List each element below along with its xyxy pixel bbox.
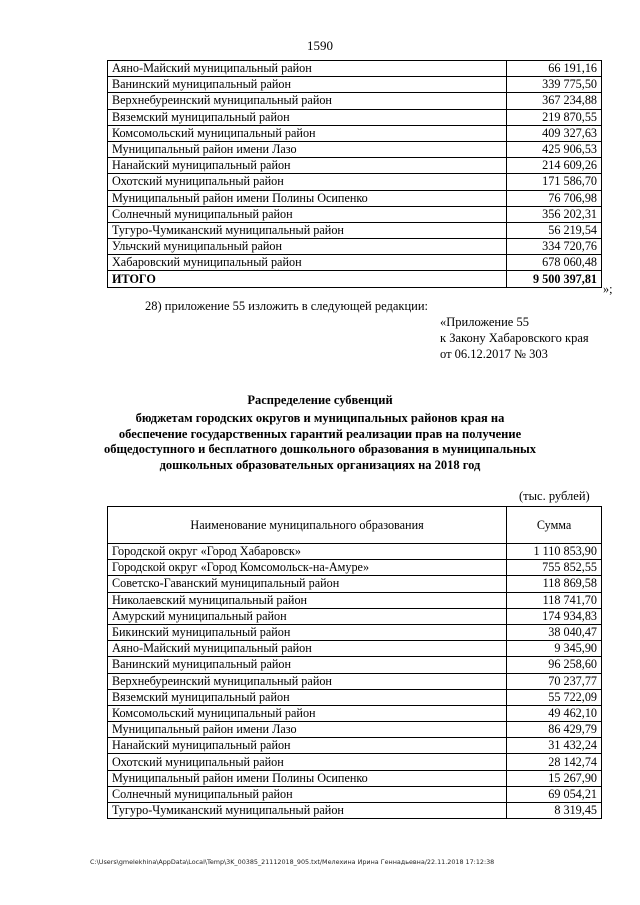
row-value: 334 720,76 bbox=[507, 239, 602, 255]
row-name: Николаевский муниципальный район bbox=[108, 592, 507, 608]
row-value: 55 722,09 bbox=[507, 689, 602, 705]
row-value: 56 219,54 bbox=[507, 222, 602, 238]
row-name: Верхнебуреинский муниципальный район bbox=[108, 673, 507, 689]
row-name: Нанайский муниципальный район bbox=[108, 158, 507, 174]
table-row bbox=[108, 158, 602, 174]
row-name: Ульчский муниципальный район bbox=[108, 239, 507, 255]
table-row bbox=[108, 624, 602, 640]
table-row bbox=[108, 141, 602, 157]
table-row bbox=[108, 608, 602, 624]
row-name: Аяно-Майский муниципальный район bbox=[108, 641, 507, 657]
total-value: 9 500 397,81 bbox=[507, 271, 602, 287]
amendment-text: 28) приложение 55 изложить в следующей редакции: bbox=[145, 299, 428, 313]
row-name: Вяземский муниципальный район bbox=[108, 109, 507, 125]
row-value: 49 462,10 bbox=[507, 705, 602, 721]
row-value: 38 040,47 bbox=[507, 624, 602, 640]
row-name: Комсомольский муниципальный район bbox=[108, 705, 507, 721]
row-value: 339 775,50 bbox=[507, 77, 602, 93]
row-name: Верхнебуреинский муниципальный район bbox=[108, 93, 507, 109]
table-row bbox=[108, 560, 602, 576]
table-row bbox=[108, 190, 602, 206]
row-value: 96 258,60 bbox=[507, 657, 602, 673]
row-name: Комсомольский муниципальный район bbox=[108, 125, 507, 141]
table-row bbox=[108, 641, 602, 657]
table-header-row bbox=[108, 507, 602, 544]
row-value: 118 741,70 bbox=[507, 592, 602, 608]
table-row bbox=[108, 222, 602, 238]
footer-file-path: C:\Users\gmelekhina\AppData\Local\Temp\3K_00385_21112018_905.txt/Мелехина Ирина Геннадьевна/22.11.2018 17:12:38 bbox=[90, 858, 495, 866]
row-value: 678 060,48 bbox=[507, 255, 602, 271]
table-row bbox=[108, 705, 602, 721]
row-name: Амурский муниципальный район bbox=[108, 608, 507, 624]
row-value: 755 852,55 bbox=[507, 560, 602, 576]
title-line: общедоступного и бесплатного дошкольного образования в муниципальных bbox=[103, 442, 537, 457]
row-value: 15 267,90 bbox=[507, 770, 602, 786]
row-value: 31 432,24 bbox=[507, 738, 602, 754]
table-row bbox=[108, 77, 602, 93]
row-name: Муниципальный район имени Полины Осипенко bbox=[108, 190, 507, 206]
title-line: дошкольных образовательных организациях на 2018 год bbox=[159, 458, 481, 473]
unit-label: (тыс. рублей) bbox=[519, 489, 590, 503]
row-name: Городской округ «Город Хабаровск» bbox=[108, 544, 507, 560]
row-value: 8 319,45 bbox=[507, 803, 602, 819]
row-value: 356 202,31 bbox=[507, 206, 602, 222]
row-value: 171 586,70 bbox=[507, 174, 602, 190]
header-sum: Сумма bbox=[507, 507, 602, 544]
row-value: 425 906,53 bbox=[507, 141, 602, 157]
row-name: Хабаровский муниципальный район bbox=[108, 255, 507, 271]
row-name: Муниципальный район имени Лазо bbox=[108, 722, 507, 738]
row-value: 9 345,90 bbox=[507, 641, 602, 657]
table-row bbox=[108, 657, 602, 673]
title-line: Распределение субвенций bbox=[247, 393, 393, 407]
header-name: Наименование муниципального образования bbox=[108, 507, 507, 544]
table-row bbox=[108, 109, 602, 125]
row-name: Советско-Гаванский муниципальный район bbox=[108, 576, 507, 592]
allocation-table-continued bbox=[107, 60, 602, 288]
page-number: 1590 bbox=[307, 38, 333, 53]
row-value: 76 706,98 bbox=[507, 190, 602, 206]
row-name: Муниципальный район имени Полины Осипенко bbox=[108, 770, 507, 786]
row-name: Тугуро-Чумиканский муниципальный район bbox=[108, 803, 507, 819]
table-row bbox=[108, 754, 602, 770]
table-row bbox=[108, 61, 602, 77]
appendix-line-3: от 06.12.2017 № 303 bbox=[440, 347, 548, 361]
row-value: 118 869,58 bbox=[507, 576, 602, 592]
row-name: Ванинский муниципальный район bbox=[108, 77, 507, 93]
table-row bbox=[108, 125, 602, 141]
table-row bbox=[108, 93, 602, 109]
subvention-table bbox=[107, 506, 602, 819]
row-name: Бикинский муниципальный район bbox=[108, 624, 507, 640]
row-name: Ванинский муниципальный район bbox=[108, 657, 507, 673]
row-name: Муниципальный район имени Лазо bbox=[108, 141, 507, 157]
row-value: 28 142,74 bbox=[507, 754, 602, 770]
total-row bbox=[108, 271, 602, 287]
row-name: Тугуро-Чумиканский муниципальный район bbox=[108, 222, 507, 238]
row-name: Солнечный муниципальный район bbox=[108, 786, 507, 802]
table-row bbox=[108, 770, 602, 786]
table-row bbox=[108, 689, 602, 705]
table-row bbox=[108, 576, 602, 592]
row-value: 219 870,55 bbox=[507, 109, 602, 125]
title-line: обеспечение государственных гарантий реализации прав на получение bbox=[118, 426, 522, 441]
row-name: Охотский муниципальный район bbox=[108, 174, 507, 190]
table-row bbox=[108, 239, 602, 255]
row-name: Нанайский муниципальный район bbox=[108, 738, 507, 754]
appendix-line-2: к Закону Хабаровского края bbox=[440, 331, 589, 345]
table-row bbox=[108, 673, 602, 689]
row-name: Городской округ «Город Комсомольск-на-Амуре» bbox=[108, 560, 507, 576]
total-label: ИТОГО bbox=[108, 271, 507, 287]
table-row bbox=[108, 786, 602, 802]
table-row bbox=[108, 255, 602, 271]
row-value: 367 234,88 bbox=[507, 93, 602, 109]
table-row bbox=[108, 722, 602, 738]
table-row bbox=[108, 174, 602, 190]
table-row bbox=[108, 544, 602, 560]
row-value: 1 110 853,90 bbox=[507, 544, 602, 560]
row-name: Охотский муниципальный район bbox=[108, 754, 507, 770]
document-title bbox=[100, 393, 540, 474]
row-name: Солнечный муниципальный район bbox=[108, 206, 507, 222]
row-value: 66 191,16 bbox=[507, 61, 602, 77]
row-value: 214 609,26 bbox=[507, 158, 602, 174]
row-value: 70 237,77 bbox=[507, 673, 602, 689]
row-value: 69 054,21 bbox=[507, 786, 602, 802]
row-value: 174 934,83 bbox=[507, 608, 602, 624]
table-row bbox=[108, 206, 602, 222]
total-suffix: »; bbox=[603, 282, 613, 296]
appendix-line-1: «Приложение 55 bbox=[440, 315, 529, 329]
title-line: бюджетам городских округов и муниципальных районов края на bbox=[135, 410, 505, 425]
row-value: 86 429,79 bbox=[507, 722, 602, 738]
row-value: 409 327,63 bbox=[507, 125, 602, 141]
table-row bbox=[108, 592, 602, 608]
row-name: Вяземский муниципальный район bbox=[108, 689, 507, 705]
table-row bbox=[108, 738, 602, 754]
table-row bbox=[108, 803, 602, 819]
row-name: Аяно-Майский муниципальный район bbox=[108, 61, 507, 77]
